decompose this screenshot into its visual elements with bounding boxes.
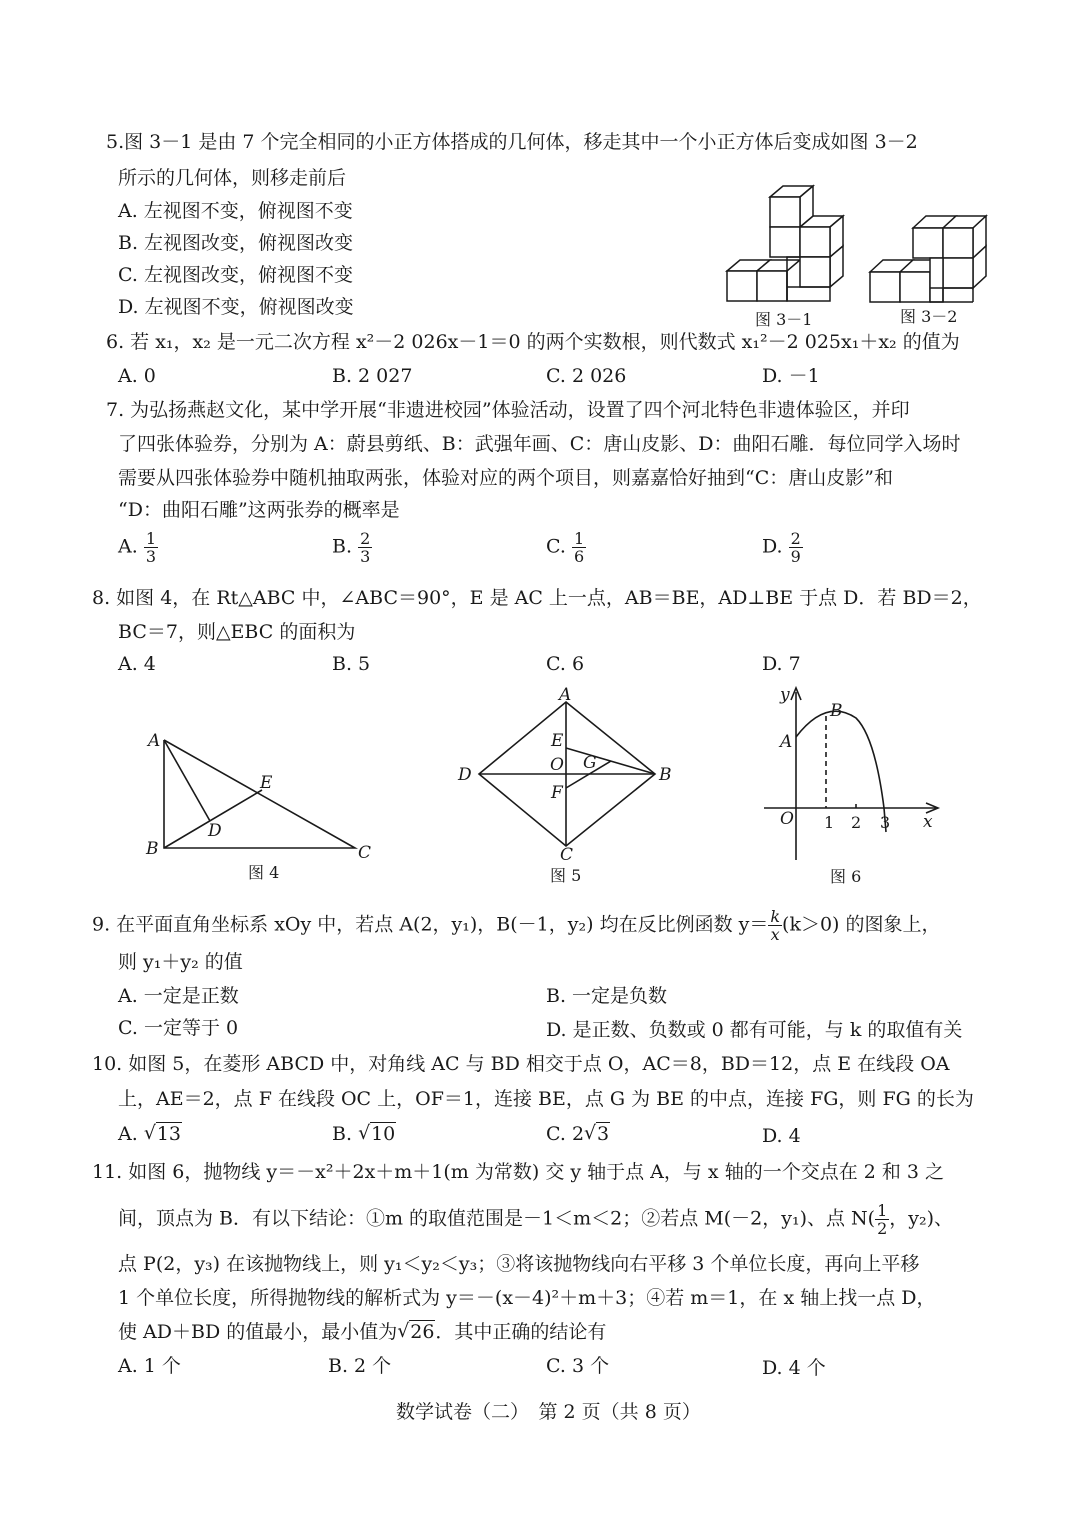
q7-b-num: 2 xyxy=(360,529,371,548)
fig5-label-b: B xyxy=(659,765,672,785)
fig5-label-f: F xyxy=(551,783,563,803)
q11-fraction xyxy=(875,1202,889,1237)
q8-line1: 8. 如图 4，在 Rt△ABC 中，∠ABC＝90°，E 是 AC 上一点，AB＝BE，AD⊥BE 于点 D．若 BD＝2， xyxy=(92,587,982,609)
fig4-label-e: E xyxy=(260,773,273,793)
q7-c-den: 6 xyxy=(573,547,585,566)
q7-option-c xyxy=(546,530,586,565)
figure-5 xyxy=(455,685,685,888)
fig4-label-d: D xyxy=(208,821,222,841)
q8-option-d: D. 7 xyxy=(762,653,801,675)
q9-line1-a: 9. 在平面直角坐标系 xOy 中，若点 A(2，y₁)，B(－1，y₂) 均在反比例函数 y＝ xyxy=(92,913,769,936)
q5-stem-line1: 5.图 3－1 是由 7 个完全相同的小正方体搭成的几何体，移走其中一个小正方体后变成如图 3－2 xyxy=(106,131,918,153)
q6-option-a: A. 0 xyxy=(118,365,156,387)
q10-option-d: D. 4 xyxy=(762,1125,801,1147)
q10-line2: 上，AE＝2，点 F 在线段 OC 上，OF＝1，连接 BE，点 G 为 BE 的中点，连接 FG，则 FG 的长为 xyxy=(118,1088,974,1110)
q11-line2-b: ，y₂)、 xyxy=(889,1207,954,1230)
q7-b-den: 3 xyxy=(360,547,371,566)
fig6-caption: 图 6 xyxy=(830,867,862,886)
q9-option-d: D. 是正数、负数或 0 都有可能，与 k 的取值有关 xyxy=(546,1019,963,1041)
fig6-label-y: y xyxy=(780,685,790,705)
q9-frac-den: x xyxy=(770,925,780,944)
q7-line4: “D：曲阳石雕”这两张券的概率是 xyxy=(118,499,400,521)
q9-line1 xyxy=(92,908,941,943)
fig4-label-a: A xyxy=(148,731,161,751)
q11-radicand: 26 xyxy=(410,1321,435,1343)
fig5-caption: 图 5 xyxy=(550,866,582,885)
fig4-label-b: B xyxy=(146,839,159,859)
fig6-label-a: A xyxy=(780,732,793,752)
q7-b-label: B. xyxy=(332,535,353,558)
fig5-label-o: O xyxy=(550,755,564,775)
q10-option-a xyxy=(118,1122,182,1146)
q7-option-b xyxy=(332,530,372,565)
q11-line3: 点 P(2，y₃) 在该抛物线上，则 y₁＜y₂＜y₃；③将该抛物线向右平移 3 个单位长度，再向上平移 xyxy=(118,1253,920,1275)
q9-fraction xyxy=(768,908,782,943)
fig6-tick-3: 3 xyxy=(880,813,891,832)
q6-option-c: C. 2 026 xyxy=(546,365,627,387)
fig5-label-e: E xyxy=(551,731,564,751)
q11-option-a: A. 1 个 xyxy=(118,1355,181,1377)
fig4-caption: 图 4 xyxy=(248,863,280,882)
q10-c-radicand: 3 xyxy=(597,1123,610,1145)
q8-option-b: B. 5 xyxy=(332,653,371,675)
fig6-label-o: O xyxy=(780,809,794,829)
q7-line1: 7. 为弘扬燕赵文化，某中学开展“非遗进校园”体验活动，设置了四个河北特色非遗体验区，并印 xyxy=(106,399,910,421)
q11-radical xyxy=(397,1320,435,1344)
q10-b-radicand: 10 xyxy=(371,1123,396,1145)
fig3-1-caption: 图 3－1 xyxy=(755,310,813,329)
fig6-label-b: B xyxy=(830,701,843,721)
q10-a-radicand: 13 xyxy=(156,1123,181,1145)
q7-line3: 需要从四张体验券中随机抽取两张，体验对应的两个项目，则嘉嘉恰好抽到“C：唐山皮影”和 xyxy=(118,467,893,489)
q11-frac-num: 1 xyxy=(877,1201,888,1220)
q6-option-d: D. －1 xyxy=(762,365,820,387)
q5-stem-line2: 所示的几何体，则移走前后 xyxy=(118,167,347,189)
q7-a-num: 1 xyxy=(145,529,156,548)
q5-option-c: C. 左视图改变，俯视图不变 xyxy=(118,264,353,286)
fig5-label-g: G xyxy=(583,753,597,773)
q11-line1: 11. 如图 6，抛物线 y＝－x²＋2x＋m＋1(m 为常数) 交 y 轴于点 A，与 x 轴的一个交点在 2 和 3 之 xyxy=(92,1161,945,1183)
q9-line1-b: (k＞0) 的图象上， xyxy=(782,913,941,936)
q7-option-d xyxy=(762,530,803,565)
q11-line5 xyxy=(118,1320,606,1344)
q7-c-num: 1 xyxy=(573,529,585,548)
fig4-label-c: C xyxy=(358,843,372,863)
figure-3-1 xyxy=(725,183,845,333)
q5-option-b: B. 左视图改变，俯视图改变 xyxy=(118,232,354,254)
q9-option-c: C. 一定等于 0 xyxy=(118,1017,239,1039)
q9-option-b: B. 一定是负数 xyxy=(546,985,668,1007)
figure-4 xyxy=(140,728,380,888)
q11-line2 xyxy=(118,1202,953,1237)
q10-a-label: A. xyxy=(118,1123,138,1145)
fig6-tick-2: 2 xyxy=(851,813,862,832)
figure-3-2 xyxy=(868,210,993,332)
q10-b-label: B. xyxy=(332,1123,353,1145)
q5-option-d: D. 左视图不变，俯视图改变 xyxy=(118,296,354,318)
q6-option-b: B. 2 027 xyxy=(332,365,413,387)
q9-frac-num: k xyxy=(770,907,781,926)
q7-d-den: 9 xyxy=(790,547,801,566)
fig5-label-a: A xyxy=(559,685,572,705)
q7-d-num: 2 xyxy=(790,529,801,548)
q11-line5-a: 使 AD＋BD 的值最小，最小值为 xyxy=(118,1321,398,1343)
fig5-label-d: D xyxy=(458,765,472,785)
q7-b-fraction xyxy=(358,530,372,565)
q7-a-label: A. xyxy=(118,535,138,558)
fig5-label-c: C xyxy=(560,845,574,865)
q10-a-radical xyxy=(144,1122,182,1146)
fig3-2-caption: 图 3－2 xyxy=(900,307,958,326)
q8-option-c: C. 6 xyxy=(546,653,585,675)
q7-line2: 了四张体验券，分别为 A：蔚县剪纸、B：武强年画、C：唐山皮影、D：曲阳石雕．每位同学入场时 xyxy=(118,433,961,455)
q11-option-b: B. 2 个 xyxy=(328,1355,392,1377)
q7-d-label: D. xyxy=(762,535,783,558)
q10-b-radical xyxy=(358,1122,396,1146)
q10-c-label: C. 2 xyxy=(546,1123,585,1145)
figure-6 xyxy=(760,682,950,892)
q9-line2: 则 y₁＋y₂ 的值 xyxy=(118,951,243,973)
q7-option-a xyxy=(118,530,158,565)
q11-line4: 1 个单位长度，所得抛物线的解析式为 y＝－(x－4)²＋m＋3；④若 m＝1，在 x 轴上找一点 D， xyxy=(118,1287,936,1309)
q10-option-c xyxy=(546,1122,610,1146)
q11-line2-a: 间，顶点为 B．有以下结论：①m 的取值范围是－1＜m＜2；②若点 M(－2，y₁)、点 N( xyxy=(118,1207,876,1230)
q11-line5-b: ．其中正确的结论有 xyxy=(435,1321,607,1343)
q7-d-fraction xyxy=(789,530,803,565)
q9-option-a: A. 一定是正数 xyxy=(118,985,239,1007)
q11-option-d: D. 4 个 xyxy=(762,1357,826,1379)
q11-option-c: C. 3 个 xyxy=(546,1355,610,1377)
q5-option-a: A. 左视图不变，俯视图不变 xyxy=(118,200,353,222)
page-footer: 数学试卷（二） 第 2 页（共 8 页） xyxy=(396,1401,701,1423)
q8-line2: BC＝7，则△EBC 的面积为 xyxy=(118,621,356,643)
q7-a-fraction xyxy=(144,530,158,565)
q8-option-a: A. 4 xyxy=(118,653,156,675)
q7-c-fraction xyxy=(572,530,586,565)
q6-stem: 6. 若 x₁，x₂ 是一元二次方程 x²－2 026x－1＝0 的两个实数根，则代数式 x₁²－2 025x₁＋x₂ 的值为 xyxy=(106,331,960,353)
fig6-label-x: x xyxy=(923,812,933,832)
q10-line1: 10. 如图 5，在菱形 ABCD 中，对角线 AC 与 BD 相交于点 O，AC＝8，BD＝12，点 E 在线段 OA xyxy=(92,1053,950,1075)
q10-c-radical xyxy=(584,1122,610,1146)
fig6-tick-1: 1 xyxy=(824,813,835,832)
q11-frac-den: 2 xyxy=(877,1219,888,1238)
q7-c-label: C. xyxy=(546,535,566,558)
q10-option-b xyxy=(332,1122,396,1146)
q7-a-den: 3 xyxy=(145,547,156,566)
